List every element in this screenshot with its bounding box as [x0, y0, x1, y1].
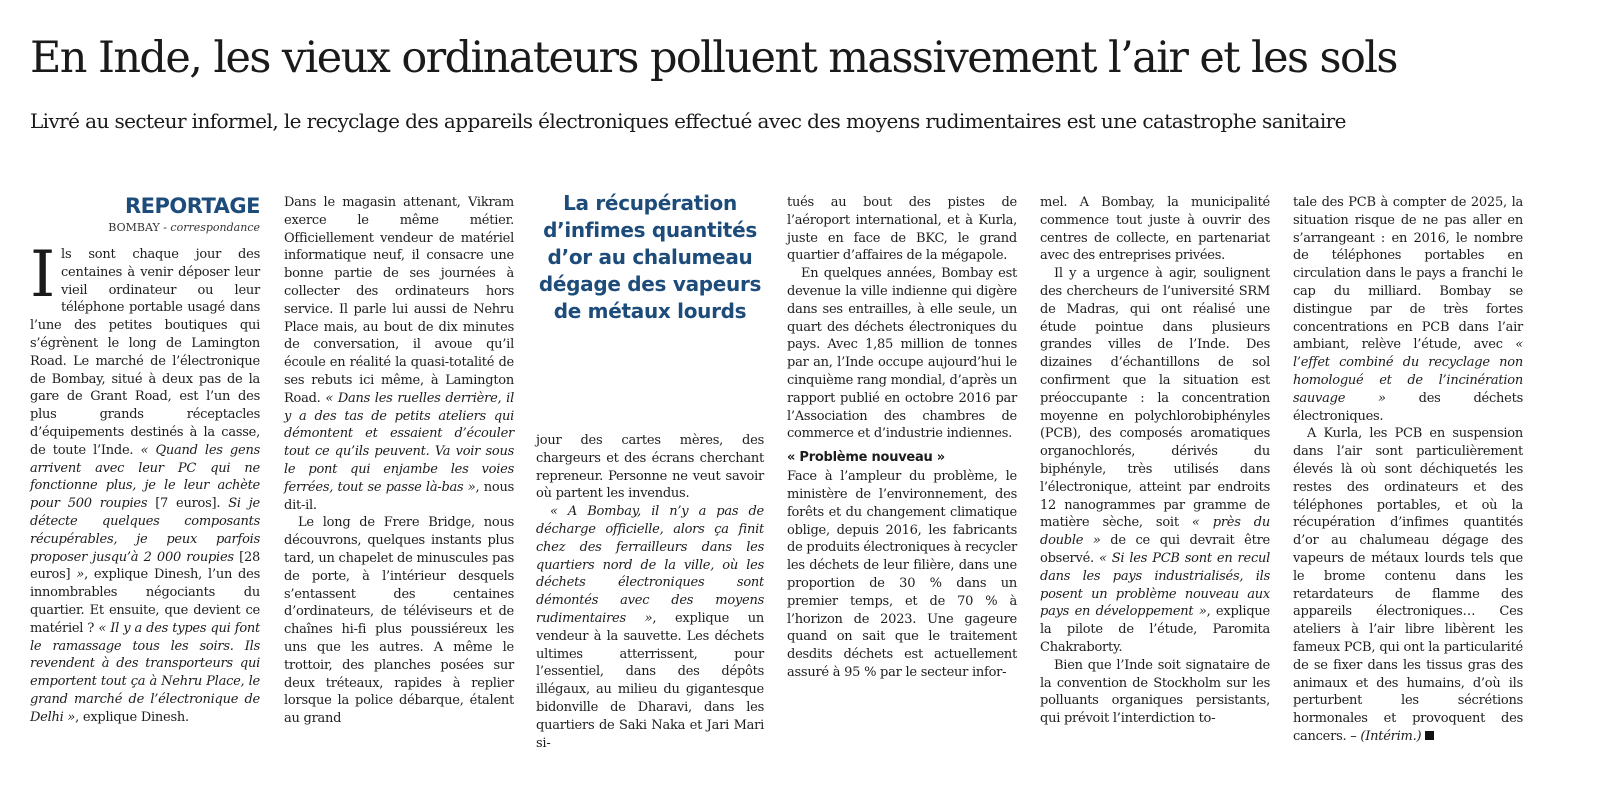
- subheadline: Livré au secteur informel, le recyclage des appareils électroniques effectué avec des moyens rudimentaires est une catastrophe sanitaire: [30, 109, 1346, 133]
- article-column-2: Dans le magasin attenant, Vikram exerce le même métier. Officiellement vendeur de matériel informatique neuf, il consacre une bonne partie de ses journées à collecter des ordinateurs hors service. Il parle lui aussi de Nehru Place mais, au bout de dix minutes de conversation, il avoue qu’il écoule en réalité la quasi-totalité de ses rebuts ici même, à Lamington Road. « Dans les ruelles derrière, il y a des tas de petits ateliers qui démontent et essaient d’écouler tout ce qu’ils peuvent. Va voir sous le pont qui enjambe les voies ferrées, tout se passe là-bas », nous dit-il. Le long de Frere Bridge, nous découvrons, quelques instants plus tard, un chapelet de minuscules pas de porte, à l’intérieur desquels s’entassent des centaines d’ordinateurs, de téléviseurs et de chaînes hi-fi plus poussiéreux les uns que les autres. A même le trottoir, des planches posées sur deux tréteaux, rapides à replier lorsque la police débarque, étalent au grand: [284, 195, 514, 727]
- article-column-5: mel. A Bombay, la municipalité commence tout juste à ouvrir des centres de collecte, en partenariat avec des entreprises privées. Il y a urgence à agir, soulignent des chercheurs de l’université SRM de Madras, qui ont réalisé une étude pointue dans plusieurs grandes villes de l’Inde. Des dizaines d’échantillons de sol confirment que la situation est préoccupante : la concentration moyenne en polychlorobiphényles (PCB), des composés aromatiques organochlorés, dérivés du biphényle, très utilisés dans l’électronique, atteint par endroits 12 nanogrammes par gramme de matière sèche, soit « près du double » de ce qui devrait être observé. « Si les PCB sont en recul dans les pays industrialisés, ils posent un problème nouveau aux pays en développement », explique la pilote de l’étude, Paromita Chakraborty. Bien que l’Inde soit signataire de la convention de Stockholm sur les polluants organiques persistants, qui prévoit l’interdiction to-: [1040, 195, 1271, 727]
- signoff: – (Intérim.): [1350, 728, 1422, 744]
- article-column-6: tale des PCB à compter de 2025, la situation risque de ne pas aller en s’arrangeant : en 2016, le nombre de téléphones portables en circulation dans le pays a franchi le cap du milliard. Bombay se distingue par de très fortes concentrations en PCB dans l’air ambiant, relève l’étude, avec « l’effet combiné du recyclage non homologué et de l’incinération sauvage » des déchets électroniques. A Kurla, les PCB en suspension dans l’air sont particulièrement élevés là où sont déchiquetés les restes des ordinateurs et des téléphones portables, et où la récupération d’infimes quantités d’or au chalumeau dégage des vapeurs de métaux lourds tels que le brome contenu dans les retardateurs de flamme des appareils électroniques… Ces ateliers à l’air libre libèrent les fameux PCB, qui ont la particularité de se fixer dans les tissus gras des animaux et des humains, d’où ils perturbent les sécrétions hormonales et provoquent des cancers. – (Intérim.): [1293, 195, 1523, 744]
- article-column-3: jour des cartes mères, des chargeurs et des écrans cherchant repreneur. Personne ne veut savoir où partent les invendus. « A Bombay, il n’y a pas de décharge officielle, alors ça finit chez des ferrailleurs dans les quartiers nord de la ville, où les déchets électroniques sont démontés avec des moyens rudimentaires », explique un vendeur à la sauvette. Les déchets ultimes atterrissent, pour l’essentiel, dans des dépôts illégaux, au milieu du gigantesque bidonville de Dharavi, dans les quartiers de Saki Naka et Jari Mari si-: [536, 433, 764, 751]
- pull-quote: La récupération d’infimes quantités d’or au chalumeau dégage des vapeurs de métaux lourds: [538, 191, 762, 323]
- end-mark-icon: [1425, 731, 1434, 740]
- byline-city: BOMBAY: [108, 221, 160, 234]
- byline: [60, 221, 260, 234]
- article-column-1: Ils sont chaque jour des centaines à venir déposer leur vieil ordinateur ou leur téléphone portable usagé dans l’une des petites boutiques qui s’égrènent le long de Lamington Road. Le marché de l’électronique de Bombay, situé à deux pas de la gare de Grant Road, est l’un des plus grands réceptacles d’équipements destinés à la casse, de toute l’Inde. « Quand les gens arrivent avec leur PC qui ne fonctionne plus, je le leur achète pour 500 roupies [7 euros]. Si je détecte quelques composants récupérables, je peux parfois proposer jusqu’à 2 000 roupies [28 euros] », explique Dinesh, l’un des innombrables négociants du quartier. Et ensuite, que devient ce matériel ? « Il y a des types qui font le ramassage tous les soirs. Ils revendent à des transporteurs qui emportent tout ça à Nehru Place, le grand marché de l’électronique de Delhi », explique Dinesh.: [30, 238, 261, 725]
- crosshead: « Problème nouveau »: [787, 450, 945, 466]
- headline: En Inde, les vieux ordinateurs polluent massivement l’air et les sols: [30, 33, 1397, 83]
- article-column-4: tués au bout des pistes de l’aéroport international, et à Kurla, juste en face de BKC, le grand quartier d’affaires de la mégapole. En quelques années, Bombay est devenue la ville indienne qui digère dans ses entrailles, à elle seule, un quart des déchets électroniques du pays. Avec 1,85 million de tonnes par an, l’Inde occupe aujourd’hui le cinquième rang mondial, d’après un rapport publié en octobre 2016 par l’Association des chambres de commerce et d’industrie indiennes. « Problème nouveau » Face à l’ampleur du problème, le ministère de l’environnement, des forêts et du changement climatique oblige, depuis 2016, les fabricants de produits électroniques à recycler les déchets de leur filière, dans une proportion de 30 % dans un premier temps, et de 70 % à l’horizon de 2023. Une gageure quand on sait que le traitement desdits déchets est actuellement assuré à 95 % par le secteur infor-: [787, 195, 1017, 680]
- byline-role: - correspondance: [163, 221, 260, 234]
- drop-cap: I: [30, 238, 56, 312]
- rubric-label: REPORTAGE: [124, 194, 260, 218]
